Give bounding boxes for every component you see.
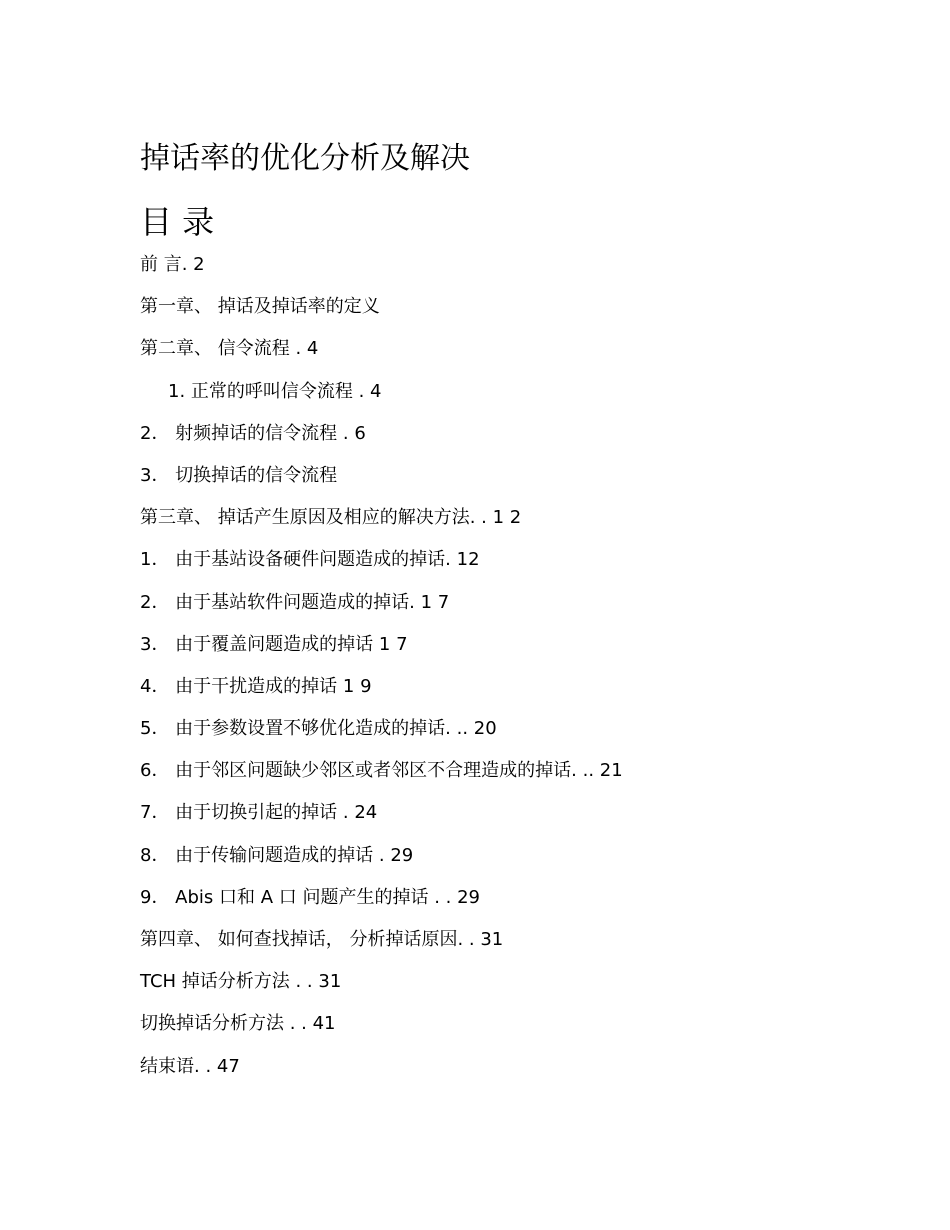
toc-entry[interactable]: 第一章、 掉话及掉话率的定义: [140, 296, 380, 318]
toc-entry[interactable]: 9． Abis 口和 A 口 问题产生的掉话 . . 29: [140, 886, 481, 908]
table-of-contents: [140, 250, 623, 1094]
toc-entry[interactable]: 3． 切换掉话的信令流程: [140, 464, 338, 486]
toc-entry[interactable]: 7． 由于切换引起的掉话 . 24: [140, 802, 378, 824]
toc-entry[interactable]: 前 言. 2: [140, 254, 205, 275]
toc-entry[interactable]: 第四章、 如何查找掉话， 分析掉话原因. . 31: [140, 929, 504, 950]
toc-entry[interactable]: 2． 由于基站软件问题造成的掉话. 1 7: [140, 591, 450, 613]
document-title: 掉话率的优化分析及解决: [140, 141, 470, 176]
toc-entry[interactable]: 3． 由于覆盖问题造成的掉话 1 7: [140, 633, 408, 655]
toc-entry[interactable]: 切换掉话分析方法 . . 41: [140, 1013, 336, 1035]
toc-entry[interactable]: 4． 由于干扰造成的掉话 1 9: [140, 675, 372, 697]
toc-entry[interactable]: 1． 由于基站设备硬件问题造成的掉话. 12: [140, 549, 480, 571]
toc-entry[interactable]: 8． 由于传输问题造成的掉话 . 29: [140, 844, 414, 866]
toc-entry[interactable]: 第二章、 信令流程 . 4: [140, 338, 319, 360]
toc-entry[interactable]: 1. 正常的呼叫信令流程 . 4: [168, 380, 382, 402]
toc-entry[interactable]: 2． 射频掉话的信令流程 . 6: [140, 422, 366, 444]
toc-entry[interactable]: 5． 由于参数设置不够优化造成的掉话. .. 20: [140, 718, 497, 740]
toc-entry[interactable]: TCH 掉话分析方法 . . 31: [140, 971, 342, 993]
toc-heading: 目 录: [140, 203, 215, 241]
toc-entry[interactable]: 6． 由于邻区问题缺少邻区或者邻区不合理造成的掉话. .. 21: [140, 760, 623, 782]
toc-entry[interactable]: 第三章、 掉话产生原因及相应的解决方法. . 1 2: [140, 507, 522, 529]
toc-entry[interactable]: 结束语. . 47: [140, 1055, 240, 1077]
